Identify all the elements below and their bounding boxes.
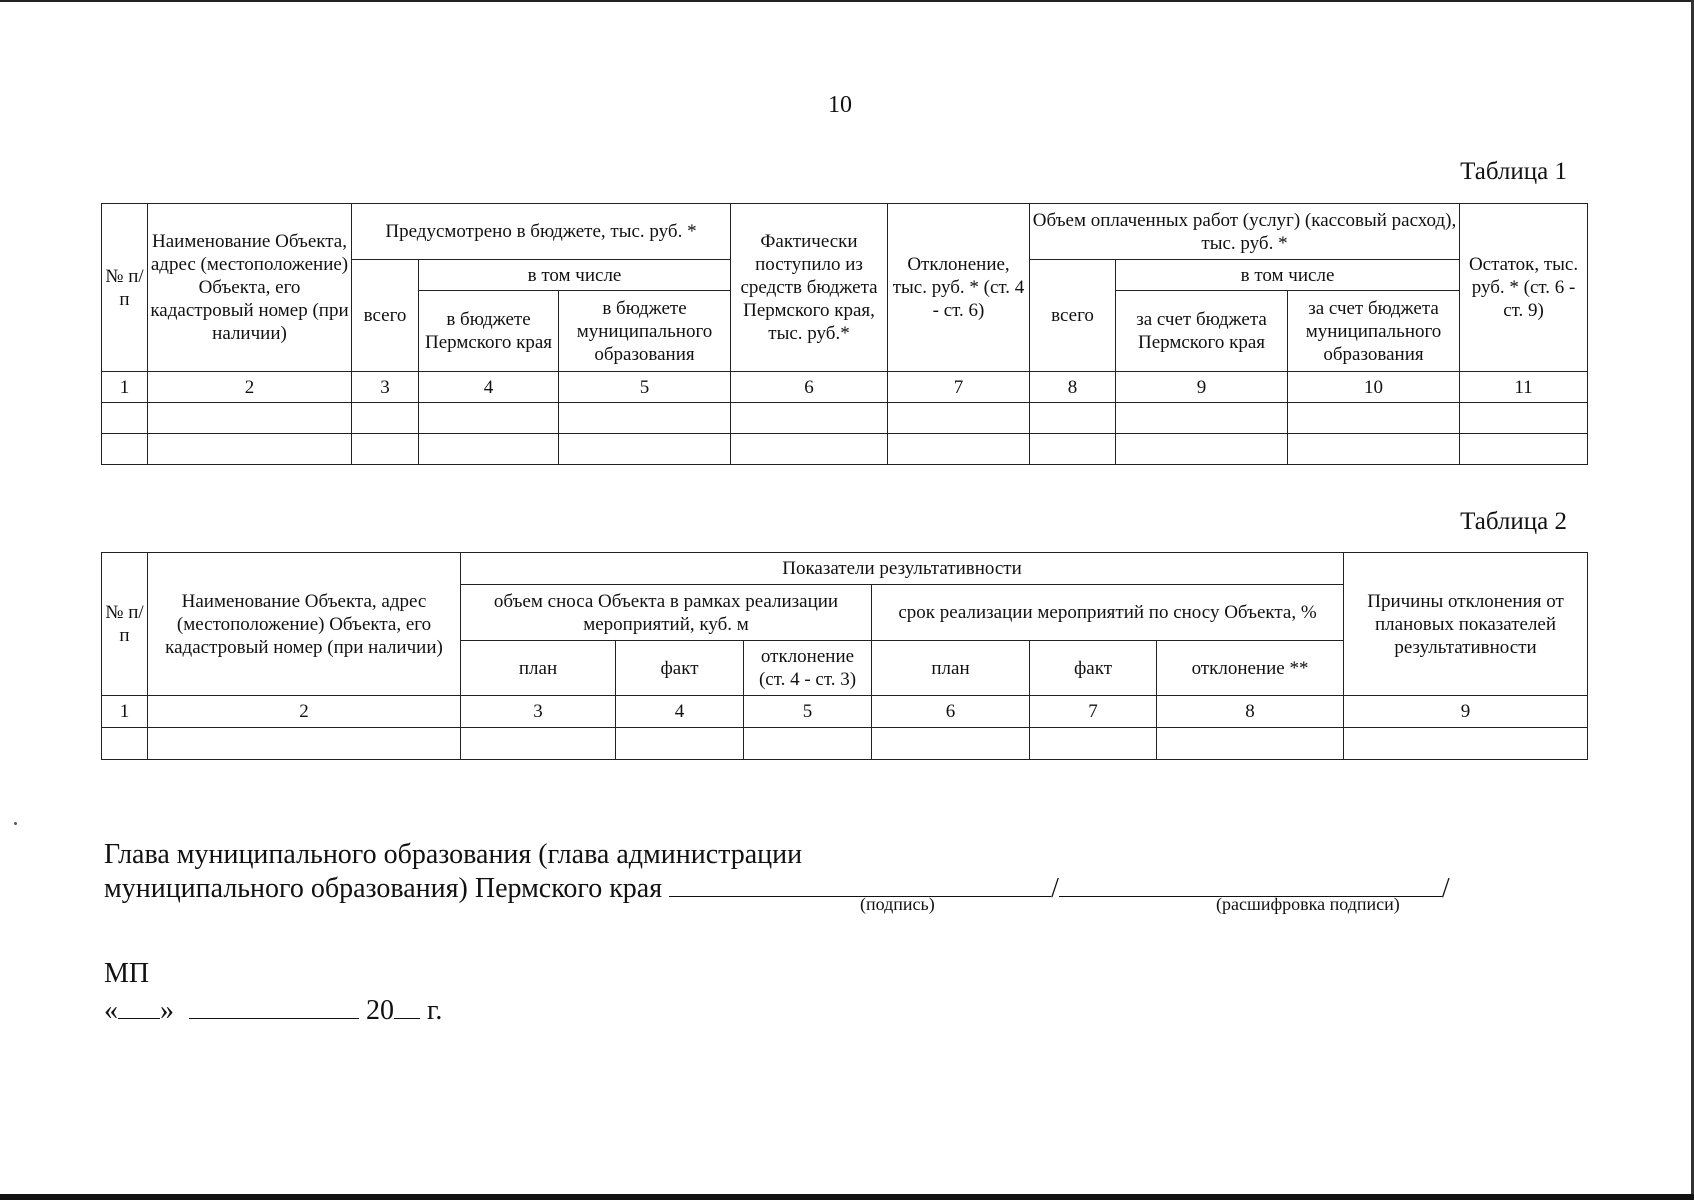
signature-decode-field[interactable] [1059,870,1442,897]
table-2 [101,552,1588,760]
t2-empty-cell [102,728,148,760]
scan-speck [14,822,17,825]
t2-colnum: 9 [1344,696,1588,728]
t1-header-budget-total: всего [352,260,419,372]
t1-empty-cell [1460,434,1588,465]
scan-edge-top [0,0,1694,2]
t1-header-actual: Фактически поступило из средств бюджета Пермского края, тыс. руб.* [731,204,888,372]
table-1 [101,203,1588,465]
t1-empty-cell [1116,434,1288,465]
t2-colnum: 3 [461,696,616,728]
t1-colnum: 9 [1116,372,1288,403]
t2-colnum: 7 [1030,696,1157,728]
t1-empty-row [102,434,1588,465]
t2-colnum: 6 [872,696,1030,728]
t2-header-num: № п/п [102,553,148,696]
t1-empty-cell [1288,403,1460,434]
t1-header-paid: Объем оплаченных работ (услуг) (кассовый расход), тыс. руб. * [1030,204,1460,260]
signature-slash: / [1051,873,1059,904]
date-day-field[interactable] [118,994,160,1019]
signature-field[interactable] [669,870,1051,897]
t1-header-deviation: Отклонение, тыс. руб. * (ст. 4 - ст. 6) [888,204,1030,372]
t2-header-name: Наименование Объекта, адрес (местоположение) Объекта, его кадастровый номер (при наличии) [148,553,461,696]
table2-caption: Таблица 2 [1460,508,1567,535]
date-line [104,994,442,1027]
t1-header-budget-municipal: в бюджете муниципального образования [559,291,731,372]
t2-header-fact: факт [616,641,744,696]
date-year-prefix: 20 [366,995,394,1026]
t2-header-volume: объем сноса Объекта в рамках реализации мероприятий, куб. м [461,585,872,641]
t1-empty-cell [559,434,731,465]
t1-colnum: 6 [731,372,888,403]
date-month-field[interactable] [189,994,359,1019]
t1-empty-cell [1030,434,1116,465]
t2-colnum: 2 [148,696,461,728]
t2-empty-cell [616,728,744,760]
t2-empty-cell [872,728,1030,760]
t2-header-plan: план [872,641,1030,696]
signature-decode-note: (расшифровка подписи) [1216,894,1400,914]
date-year-suffix: г. [427,995,443,1026]
t1-empty-cell [102,403,148,434]
t1-colnum: 11 [1460,372,1588,403]
t1-header-budget: Предусмотрено в бюджете, тыс. руб. * [352,204,731,260]
scan-edge-bottom [0,1194,1694,1200]
t1-empty-cell [888,403,1030,434]
t2-column-number-row [102,696,1588,728]
t1-colnum: 3 [352,372,419,403]
t1-empty-cell [1288,434,1460,465]
t2-empty-cell [1030,728,1157,760]
t1-empty-cell [731,434,888,465]
t1-colnum: 7 [888,372,1030,403]
t1-empty-cell [102,434,148,465]
t1-empty-cell [731,403,888,434]
signature-note: (подпись) [860,894,935,914]
t1-colnum: 4 [419,372,559,403]
t1-header-paid-region: за счет бюджета Пермского края [1116,291,1288,372]
t1-column-number-row [102,372,1588,403]
t1-empty-cell [352,403,419,434]
t1-header-remainder: Остаток, тыс. руб. * (ст. 6 - ст. 9) [1460,204,1588,372]
t2-empty-cell [461,728,616,760]
t1-colnum: 8 [1030,372,1116,403]
t2-header-indicators: Показатели результативности [461,553,1344,585]
t2-header-deviation-volume: отклонение (ст. 4 - ст. 3) [744,641,872,696]
signature-title-text: муниципального образования) Пермского края [104,873,663,904]
t1-empty-cell [888,434,1030,465]
t1-colnum: 10 [1288,372,1460,403]
table1-caption: Таблица 1 [1460,158,1567,185]
page-number: 10 [828,92,852,118]
t2-empty-cell [1157,728,1344,760]
t1-empty-row [102,403,1588,434]
t2-header-deviation-term: отклонение ** [1157,641,1344,696]
t1-colnum: 5 [559,372,731,403]
t2-colnum: 4 [616,696,744,728]
t1-empty-cell [1030,403,1116,434]
t1-header-paid-total: всего [1030,260,1116,372]
date-year-field[interactable] [394,994,420,1019]
t2-empty-cell [1344,728,1588,760]
t1-empty-cell [148,434,352,465]
t1-header-num: № п/п [102,204,148,372]
date-close-quote: » [160,995,174,1026]
t1-colnum: 1 [102,372,148,403]
signature-title-line1: Глава муниципального образования (глава администрации [104,839,803,870]
t1-header-budget-region: в бюджете Пермского края [419,291,559,372]
t2-header-plan: план [461,641,616,696]
t2-header-reasons: Причины отклонения от плановых показателей результативности [1344,553,1588,696]
t1-header-paid-municipal: за счет бюджета муниципального образования [1288,291,1460,372]
t2-empty-cell [148,728,461,760]
t2-empty-cell [744,728,872,760]
t2-header-fact: факт [1030,641,1157,696]
t1-empty-cell [419,434,559,465]
t2-colnum: 5 [744,696,872,728]
t1-colnum: 2 [148,372,352,403]
t2-header-term: срок реализации мероприятий по сносу Объекта, % [872,585,1344,641]
t1-empty-cell [148,403,352,434]
t1-header-name: Наименование Объекта, адрес (местоположение) Объекта, его кадастровый номер (при наличии) [148,204,352,372]
t1-header-budget-incl: в том числе [419,260,731,291]
t2-empty-row [102,728,1588,760]
stamp-label: МП [104,958,150,989]
date-open-quote: « [104,995,118,1026]
t1-empty-cell [559,403,731,434]
t1-header-paid-incl: в том числе [1116,260,1460,291]
signature-slash-end: / [1441,873,1450,904]
t1-empty-cell [352,434,419,465]
t1-empty-cell [419,403,559,434]
t1-empty-cell [1116,403,1288,434]
t2-colnum: 8 [1157,696,1344,728]
t1-empty-cell [1460,403,1588,434]
t2-colnum: 1 [102,696,148,728]
